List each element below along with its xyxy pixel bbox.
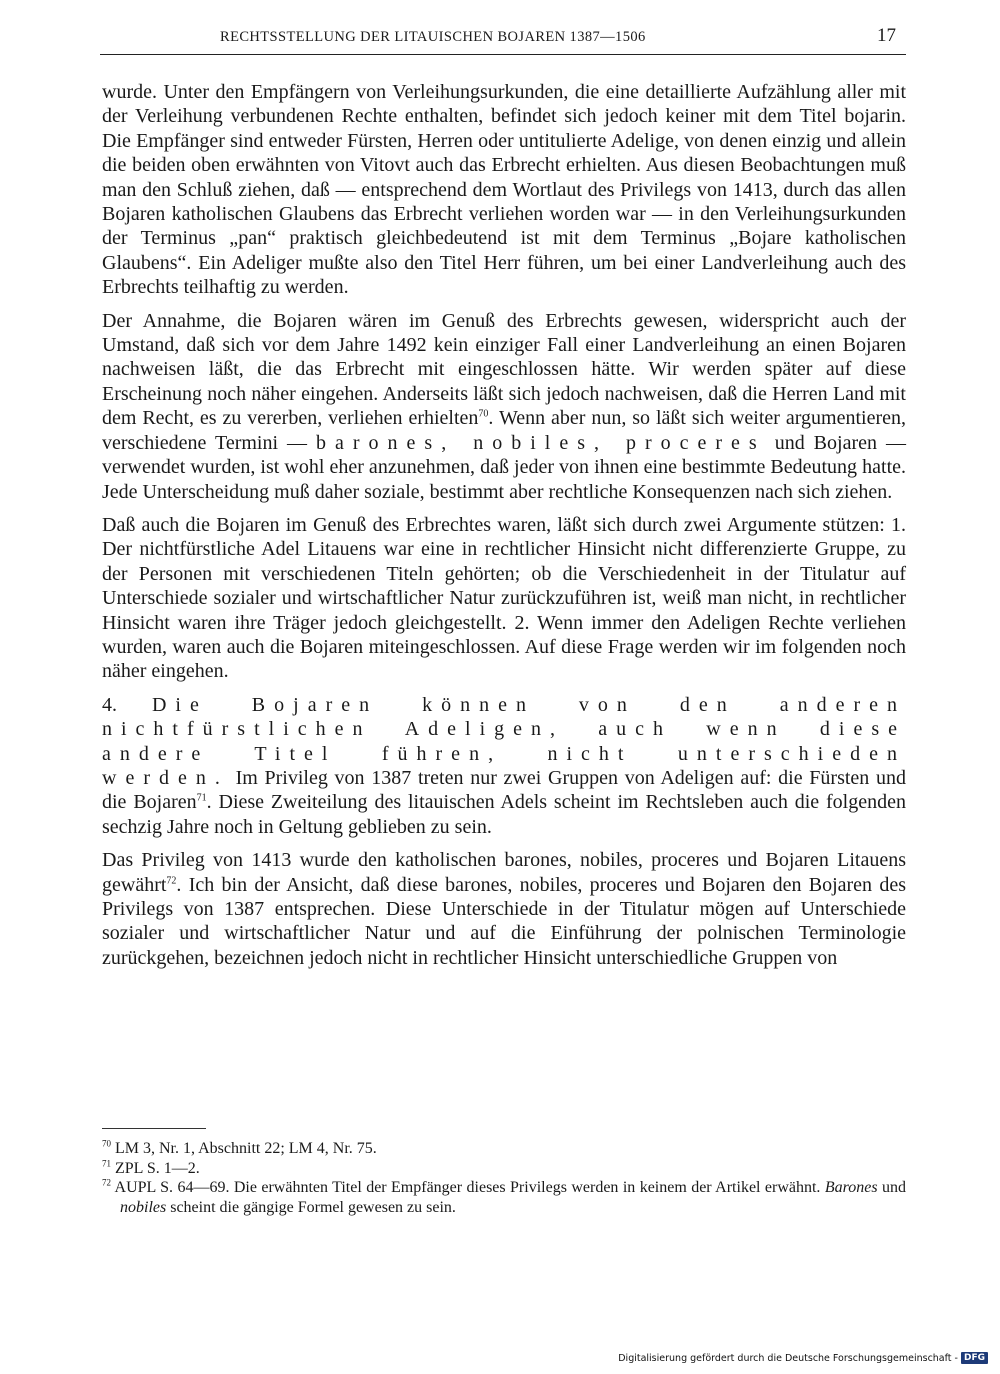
footnote-72-text-b: und <box>877 1179 907 1196</box>
spaced-terms: barones, nobiles, proceres <box>316 431 766 454</box>
footnote-divider <box>102 1128 206 1129</box>
paragraph-4-text-a: Im Privileg von 1387 treten nur zwei Gruppen von Adeligen auf: die Fürsten und die Bojaren <box>102 766 906 814</box>
footnote-70-text: LM 3, Nr. 1, Abschnitt 22; LM 4, Nr. 75. <box>111 1140 377 1157</box>
digitization-note: Digitalisierung gefördert durch die Deutsche Forschungsgemeinschaft - <box>618 1352 958 1364</box>
running-head: RECHTSSTELLUNG DER LITAUISCHEN BOJAREN 1387—1506 <box>220 29 646 45</box>
footnote-71-text: ZPL S. 1—2. <box>111 1159 200 1177</box>
footnote-72 <box>102 1178 906 1217</box>
paragraph-3: Daß auch die Bojaren im Genuß des Erbrechtes waren, läßt sich durch zwei Argumente stützen: 1. Der nichtfürstliche Adel Litauens war eine in rechtlicher Hinsicht nicht differenzierte Gruppe, zu der Personen mit verschiedenen Titeln gehörten; ob die Verschiedenheit in der Titulatur auf Unterschiede sozialer und wirtschaftlicher Natur zurückzuführen ist, weiß man nicht, in rechtlicher Hinsicht waren ihre Träger jedoch gleichgestellt. 2. Wenn immer den Adeligen Rechte verliehen wurden, waren auch die Bojaren miteingeschlossen. Auf diese Frage werden wir im folgenden noch näher eingehen. <box>102 513 906 683</box>
footnote-72-number: 72 <box>102 1177 111 1188</box>
footnote-71-number: 71 <box>102 1158 111 1169</box>
paragraph-2-text-a: Der Annahme, die Bojaren wären im Genuß des Erbrechts gewesen, widerspricht auch der Umstand, daß sich vor dem Jahre 1492 kein einziger Fall einer Landverleihung an einen Bojaren nachweisen läßt, die das Erbrecht mit eingeschlossen hätte. Wir werden später auf diese Erscheinung noch näher eingehen. Anderseits läßt sich jedoch nachweisen, daß die Herren Land mit dem Recht, es zu vererben, verliehen erhielten <box>102 309 906 430</box>
footnote-ref-70: 70 <box>478 408 489 420</box>
dfg-logo: DFG <box>961 1352 988 1364</box>
paragraph-4-text-b: . Diese Zweiteilung des litauischen Adels scheint im Rechtsleben auch die folgenden sechzig Jahre noch in Geltung geblieben zu sein. <box>102 791 906 838</box>
paragraph-5-text-b: . Ich bin der Ansicht, daß diese barones, nobiles, proceres und Bojaren den Bojaren des Privilegs von 1387 entsprechen. Diese Unterschiede in der Titulatur mögen auf Unterschiede sozialer und wirtschaftlicher Natur und auf die Einführung der polnischen Terminologie zurückgehen, bezeichnen jedoch nicht in rechtlicher Hinsicht unterschiedliche Gruppen von <box>102 873 906 969</box>
paragraph-2 <box>102 309 906 504</box>
footnote-72-text-c: scheint die gängige Formel gewesen zu sein. <box>166 1198 456 1216</box>
footnote-71 <box>102 1159 906 1179</box>
paragraph-1: wurde. Unter den Empfängern von Verleihungsurkunden, die eine detaillierte Aufzählung aller mit der Verleihung verbundenen Rechte enthalten, befindet sich jedoch keiner mit dem Titel bojarin. Die Empfänger sind entweder Fürsten, Herren oder untitulierte Adelige, von denen einzig und allein die beiden oben erwähnten von Vitovt auch das Erbrecht erhielten. Aus diesen Beobachtungen muß man den Schluß ziehen, daß — entsprechend dem Wortlaut des Privilegs von 1413, durch das allen Bojaren katholischen Glaubens das Erbrecht verliehen worden war — in den Verleihungsurkunden der Terminus „pan“ praktisch gleichbedeutend ist mit dem Terminus „Bojare katholischen Glaubens“. Ein Adeliger mußte also den Titel Herr führen, um bei einer Landverleihung auch des Erbrechts teilhaftig zu werden. <box>102 81 906 299</box>
footnote-72-italic-nobiles: nobiles <box>120 1198 167 1216</box>
paragraph-5-text-a: Das Privileg von 1413 wurde den katholischen barones, nobiles, proceres und Bojaren Litauens gewährt <box>102 849 906 896</box>
page-header <box>100 20 906 55</box>
footnote-70-number: 70 <box>102 1138 111 1149</box>
footnote-72-italic-barones: Barones <box>824 1179 878 1196</box>
footnote-ref-71: 71 <box>196 792 207 804</box>
paragraph-2-text-b: . Wenn aber nun, so läßt sich weiter argumentieren, verschiedene Termini — <box>102 407 906 454</box>
footnotes <box>102 1139 906 1217</box>
footnote-ref-72: 72 <box>166 874 177 886</box>
paragraph-2-text-c: und Bojaren — verwendet wurden, ist wohl eher anzunehmen, daß jeder von ihnen eine bestimmte Bedeutung hatte. Jede Unterscheidung muß daher soziale, bestimmt aber rechtliche Konsequenzen nach sich ziehen. <box>102 431 906 503</box>
digitization-footer <box>618 1352 988 1364</box>
paragraph-5 <box>102 848 906 970</box>
footnote-70 <box>102 1139 906 1159</box>
section-heading-spaced: Die Bojaren können von den anderen nichtfürstlichen Adeligen, auch wenn diese andere Titel führen, nicht unterschieden werden. <box>102 693 907 789</box>
footnote-72-text-a: AUPL S. 64—69. Die erwähnten Titel der Empfänger dieses Privilegs werden in keinem der Artikel erwähnt. <box>111 1179 825 1196</box>
section-number: 4. <box>102 693 152 716</box>
body-text <box>102 80 906 979</box>
paragraph-4 <box>102 693 906 839</box>
page-number: 17 <box>877 25 896 46</box>
